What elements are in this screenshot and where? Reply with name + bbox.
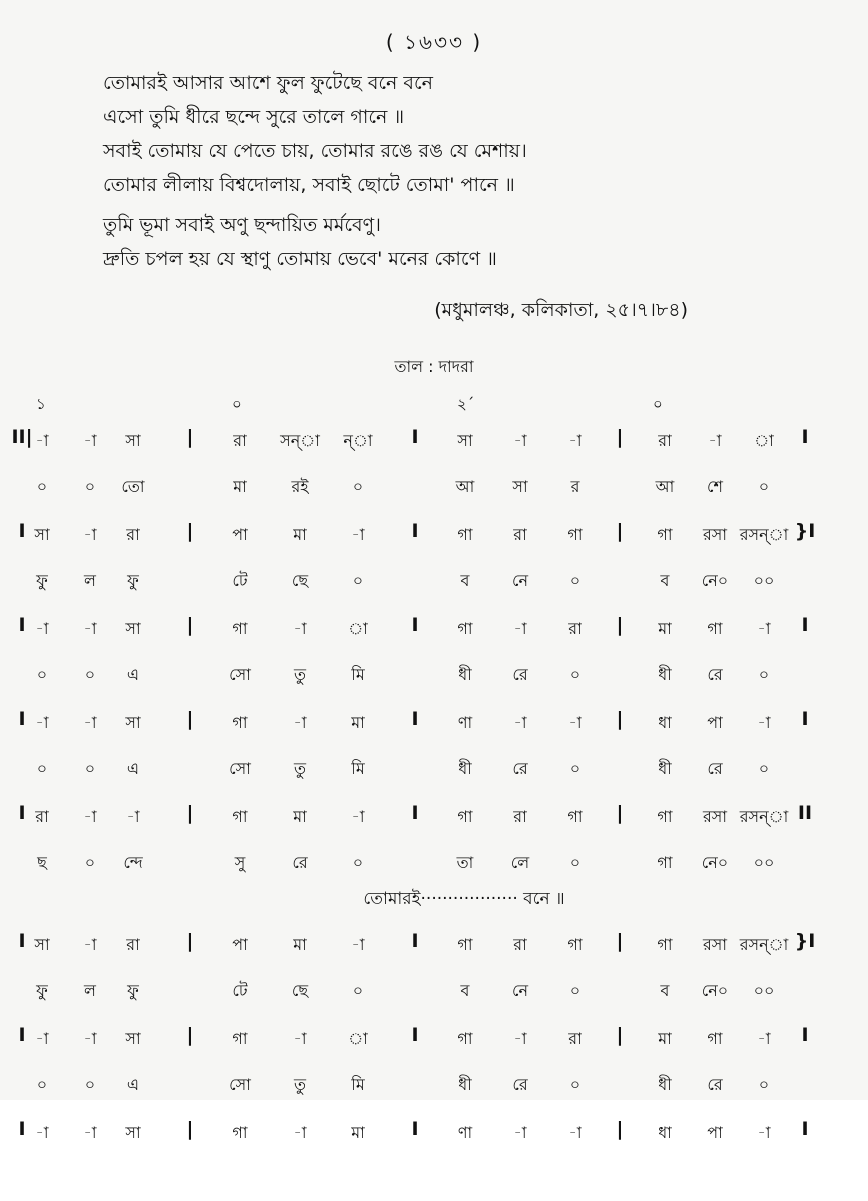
lyric-syllable: ছে [291,571,309,590]
swar-note: রসন্া [739,935,789,954]
swar-note: সা [125,713,141,732]
swar-note: া [754,431,774,450]
bar-line: I [411,708,419,730]
swar-note: সা [457,431,473,450]
lyric-syllable: মি [351,759,365,778]
bar-line: I [18,1024,26,1046]
swar-note: মা [658,619,672,638]
bar-line: | [186,930,194,952]
lyric-syllable: ন্দে [123,853,143,872]
beat-mark: ০ [232,395,242,413]
bar-line: I [801,426,809,448]
swar-note: মা [293,807,307,826]
swar-note: রসন্া [739,525,789,544]
swar-note: া [348,1029,368,1048]
swar-note: গা [457,807,473,826]
lyric-syllable: ল [84,571,96,590]
swar-row [0,928,868,974]
lyric-syllable: তো [121,477,145,496]
swar-note: -া [35,1123,49,1142]
bar-line: I [18,930,26,952]
lyric-syllable: ০ [36,477,48,496]
lyric-line: দ্রুতি চপল হয় যে স্থাণু তোমায় ভেবে' মনের কোণে ॥ [103,248,497,270]
lyric-syllable: ধী [658,759,672,778]
bar-line: I [18,614,26,636]
lyric-syllable: ফু [36,981,48,1000]
swar-note: -া [83,935,97,954]
swar-note: া [348,619,368,638]
swar-note: গা [232,807,248,826]
swar-note: সা [34,525,50,544]
lyric-syllable: ০ [758,759,770,778]
lyric-syllable: ০ [84,477,96,496]
refrain-marker: তোমারই·················· বনে ॥ [363,889,565,909]
swar-note: রা [233,431,247,450]
swar-note: -া [293,1029,307,1048]
swar-note: গা [567,935,583,954]
swar-note: পা [707,1123,723,1142]
lyric-syllable: ০০ [753,981,775,1000]
lyric-syllable: ০ [84,665,96,684]
swar-note: -া [351,935,365,954]
swar-note: রসা [702,525,727,544]
swar-note: রসন্া [739,807,789,826]
lyric-syllable: সো [229,759,251,778]
swar-note: ধা [658,713,672,732]
swar-note: গা [232,619,248,638]
lyric-syllable: লে [510,853,530,872]
swar-note: -া [83,525,97,544]
swar-note: গা [657,807,673,826]
lyric-syllable: রে [512,1075,528,1094]
lyric-syllable: সো [229,1075,251,1094]
lyric-syllable: সু [234,853,246,872]
bar-line: I [801,708,809,730]
bar-line: I [801,1024,809,1046]
bar-line: I [411,614,419,636]
lyric-syllable: তু [293,665,306,684]
lyric-syllable: ০ [569,1075,581,1094]
swar-row [0,1116,868,1162]
beat-marks [0,393,868,417]
swar-note: -া [757,1123,771,1142]
swar-note: ণা [457,713,473,732]
lyric-syllable: রে [292,853,308,872]
lyric-syllable: ধী [658,665,672,684]
bar-line: I [18,520,26,542]
lyric-syllable: মা [233,477,247,496]
lyric-syllable-row [0,846,868,886]
lyric-syllable: ল [84,981,96,1000]
lyric-syllable: নে০ [701,853,729,872]
bar-line: | [616,1024,624,1046]
lyric-syllable: ০ [352,477,364,496]
beat-mark: ১ [36,395,46,413]
swar-note: রা [126,935,140,954]
swar-note: -া [83,807,97,826]
lyric-syllable: ০ [758,1075,770,1094]
lyric-syllable: ০০ [753,853,775,872]
lyric-syllable: ০ [352,981,364,1000]
lyric-syllable: ছ [37,853,47,872]
swar-note: -া [35,713,49,732]
lyric-syllable: ০ [36,759,48,778]
bar-line: I [801,1118,809,1140]
bar-line: I [411,802,419,824]
swar-note: -া [568,431,582,450]
swar-note: রা [513,525,527,544]
lyric-syllable: ০ [36,665,48,684]
lyric-syllable: সো [229,665,251,684]
lyric-syllable: ০ [569,665,581,684]
swar-row [0,1022,868,1068]
lyric-syllable: এ [126,759,140,778]
swar-note: মা [293,935,307,954]
lyric-syllable: ০ [758,477,770,496]
lyric-syllable: টে [232,981,248,1000]
lyric-syllable: আ [455,477,475,496]
song-lyrics [103,72,527,282]
lyric-syllable: রই [291,477,309,496]
swar-note: রা [658,431,672,450]
lyric-syllable: ধী [458,665,472,684]
bar-line: I [411,426,419,448]
swar-note: -া [293,1123,307,1142]
swar-note: ণা [457,1123,473,1142]
swar-note: গা [567,525,583,544]
swar-note: গা [657,935,673,954]
swar-note: গা [657,525,673,544]
lyric-line: এসো তুমি ধীরে ছন্দে সুরে তালে গানে ॥ [103,106,405,128]
swar-note: -া [35,431,49,450]
swar-note: গা [567,807,583,826]
lyric-syllable: রে [707,665,723,684]
bar-line: I [411,520,419,542]
lyric-syllable: নে [511,981,529,1000]
bar-line: | [186,1118,194,1140]
lyric-syllable: ০ [84,853,96,872]
lyric-syllable: ধী [458,759,472,778]
lyric-syllable: রে [707,759,723,778]
swar-note: মা [658,1029,672,1048]
lyric-syllable: ০ [84,759,96,778]
bar-line: I [18,708,26,730]
lyric-line: সবাই তোমায় যে পেতে চায়, তোমার রঙে রঙ যে মেশায়। [103,140,527,162]
lyric-syllable: এ [126,665,140,684]
swar-note: -া [757,1029,771,1048]
lyric-syllable-row [0,658,868,698]
swar-note: রা [35,807,49,826]
swar-note: রসা [702,935,727,954]
lyric-syllable: রে [512,759,528,778]
swar-note: -া [35,619,49,638]
lyric-syllable: ০ [352,571,364,590]
swar-note: -া [513,431,527,450]
swar-note: গা [707,619,723,638]
bar-line: I [801,614,809,636]
lyric-line: তোমারই আসার আশে ফুল ফুটেছে বনে বনে [103,72,433,94]
lyric-syllable: ফু [36,571,48,590]
bar-line: | [616,614,624,636]
swar-note: -া [351,525,365,544]
bar-line: }I [794,930,816,952]
bar-line: I [411,1118,419,1140]
swar-note: -া [513,713,527,732]
lyric-syllable: ফু [127,571,139,590]
lyric-syllable: রে [707,1075,723,1094]
bar-line: | [616,708,624,730]
lyric-syllable: ০ [569,981,581,1000]
lyric-syllable: ব [660,981,670,1000]
lyric-syllable-row [0,1068,868,1108]
bar-line: | [186,708,194,730]
swar-note: রা [568,1029,582,1048]
swar-note: -া [513,1029,527,1048]
lyric-syllable: ০ [758,665,770,684]
lyric-syllable: ফু [127,981,139,1000]
lyric-syllable: ছে [291,981,309,1000]
swar-note: গা [232,1123,248,1142]
tala-label: তাল : দাদরা [394,357,474,376]
lyric-syllable-row [0,470,868,510]
lyric-syllable: তু [293,759,306,778]
lyric-syllable: মি [351,1075,365,1094]
swar-note: গা [457,619,473,638]
lyric-syllable: ০ [569,571,581,590]
swar-note: গা [232,1029,248,1048]
swar-note: -া [708,431,722,450]
swar-note: গা [457,935,473,954]
bar-line: | [186,802,194,824]
swar-note: পা [232,935,248,954]
lyric-syllable: শে [707,477,723,496]
lyric-syllable: মি [351,665,365,684]
swar-note: -া [568,713,582,732]
bar-line: I [411,1024,419,1046]
lyric-syllable: ০০ [753,571,775,590]
bar-line: | [186,426,194,448]
lyric-syllable: গা [657,853,673,872]
swar-note: মা [351,1123,365,1142]
swar-note: গা [232,713,248,732]
lyric-syllable: ব [660,571,670,590]
lyric-syllable: রে [512,665,528,684]
beat-mark: ০ [653,395,663,413]
swar-note: -া [293,713,307,732]
lyric-syllable-row [0,974,868,1014]
lyric-syllable: ব [460,981,470,1000]
swar-note: ধা [658,1123,672,1142]
lyric-syllable: ০ [569,853,581,872]
bar-line: | [616,426,624,448]
bar-line: I [411,930,419,952]
lyric-syllable: ধী [658,1075,672,1094]
bar-line: | [186,520,194,542]
source-citation: (মধুমালঞ্চ, কলিকাতা, ২৫।৭।৮৪) [434,299,688,321]
swar-note: সন্া [280,431,320,450]
bar-line: I [18,1118,26,1140]
swar-note: -া [293,619,307,638]
lyric-syllable: নে [511,571,529,590]
swar-note: ন্া [343,431,373,450]
lyric-syllable: সা [512,477,528,496]
swar-note: -া [568,1123,582,1142]
bar-line: | [616,1118,624,1140]
lyric-line: তুমি ভূমা সবাই অণু ছন্দায়িত মর্মবেণু। [103,214,381,236]
swar-note: -া [83,1029,97,1048]
swar-note: -া [757,713,771,732]
swar-note: সা [125,1123,141,1142]
swar-note: -া [83,1123,97,1142]
bar-line: | [186,614,194,636]
swar-note: রা [513,807,527,826]
swar-note: -া [83,431,97,450]
swar-note: সা [34,935,50,954]
lyric-syllable: ০ [84,1075,96,1094]
swar-row [0,424,868,470]
swar-row [0,800,868,846]
swar-note: -া [83,619,97,638]
swar-note: সা [125,619,141,638]
swar-note: -া [126,807,140,826]
swar-note: -া [513,619,527,638]
swar-note: সা [125,431,141,450]
lyric-syllable: টে [232,571,248,590]
swar-note: রা [513,935,527,954]
swar-note: মা [351,713,365,732]
swar-note: মা [293,525,307,544]
swar-note: গা [457,525,473,544]
swar-note: গা [707,1029,723,1048]
lyric-syllable-row [0,564,868,604]
bar-line: | [616,520,624,542]
swar-note: পা [232,525,248,544]
notation-table [0,424,868,1162]
swar-note: -া [513,1123,527,1142]
swar-note: রসা [702,807,727,826]
swar-note: -া [35,1029,49,1048]
swar-row [0,706,868,752]
swar-row [0,518,868,564]
lyric-syllable: ধী [458,1075,472,1094]
lyric-syllable: ০ [569,759,581,778]
lyric-line: তোমার লীলায় বিশ্বদোলায়, সবাই ছোটে তোমা' পানে ॥ [103,174,515,196]
swar-note: সা [125,1029,141,1048]
swar-note: পা [707,713,723,732]
bar-line: | [616,802,624,824]
lyric-syllable: এ [126,1075,140,1094]
lyric-syllable: আ [655,477,675,496]
swar-note: রা [568,619,582,638]
beat-mark: ২´ [457,395,475,413]
lyric-syllable: নে০ [701,981,729,1000]
swar-note: -া [83,713,97,732]
lyric-syllable: তা [456,853,474,872]
lyric-syllable: ০ [36,1075,48,1094]
bar-line: I [18,802,26,824]
swar-note: গা [457,1029,473,1048]
swar-note: রা [126,525,140,544]
swar-row [0,612,868,658]
bar-line: II| [11,426,33,448]
lyric-syllable: র [570,477,580,496]
bar-line: | [186,1024,194,1046]
bar-line: }I [794,520,816,542]
lyric-syllable: নে০ [701,571,729,590]
swar-note: -া [757,619,771,638]
lyric-syllable: তু [293,1075,306,1094]
lyric-syllable-row [0,752,868,792]
lyric-syllable: ০ [352,853,364,872]
lyric-syllable: ব [460,571,470,590]
bar-line: II [797,802,813,824]
bar-line: | [616,930,624,952]
swar-note: -া [351,807,365,826]
page-number: ( ১৬৩৩ ) [385,30,483,54]
